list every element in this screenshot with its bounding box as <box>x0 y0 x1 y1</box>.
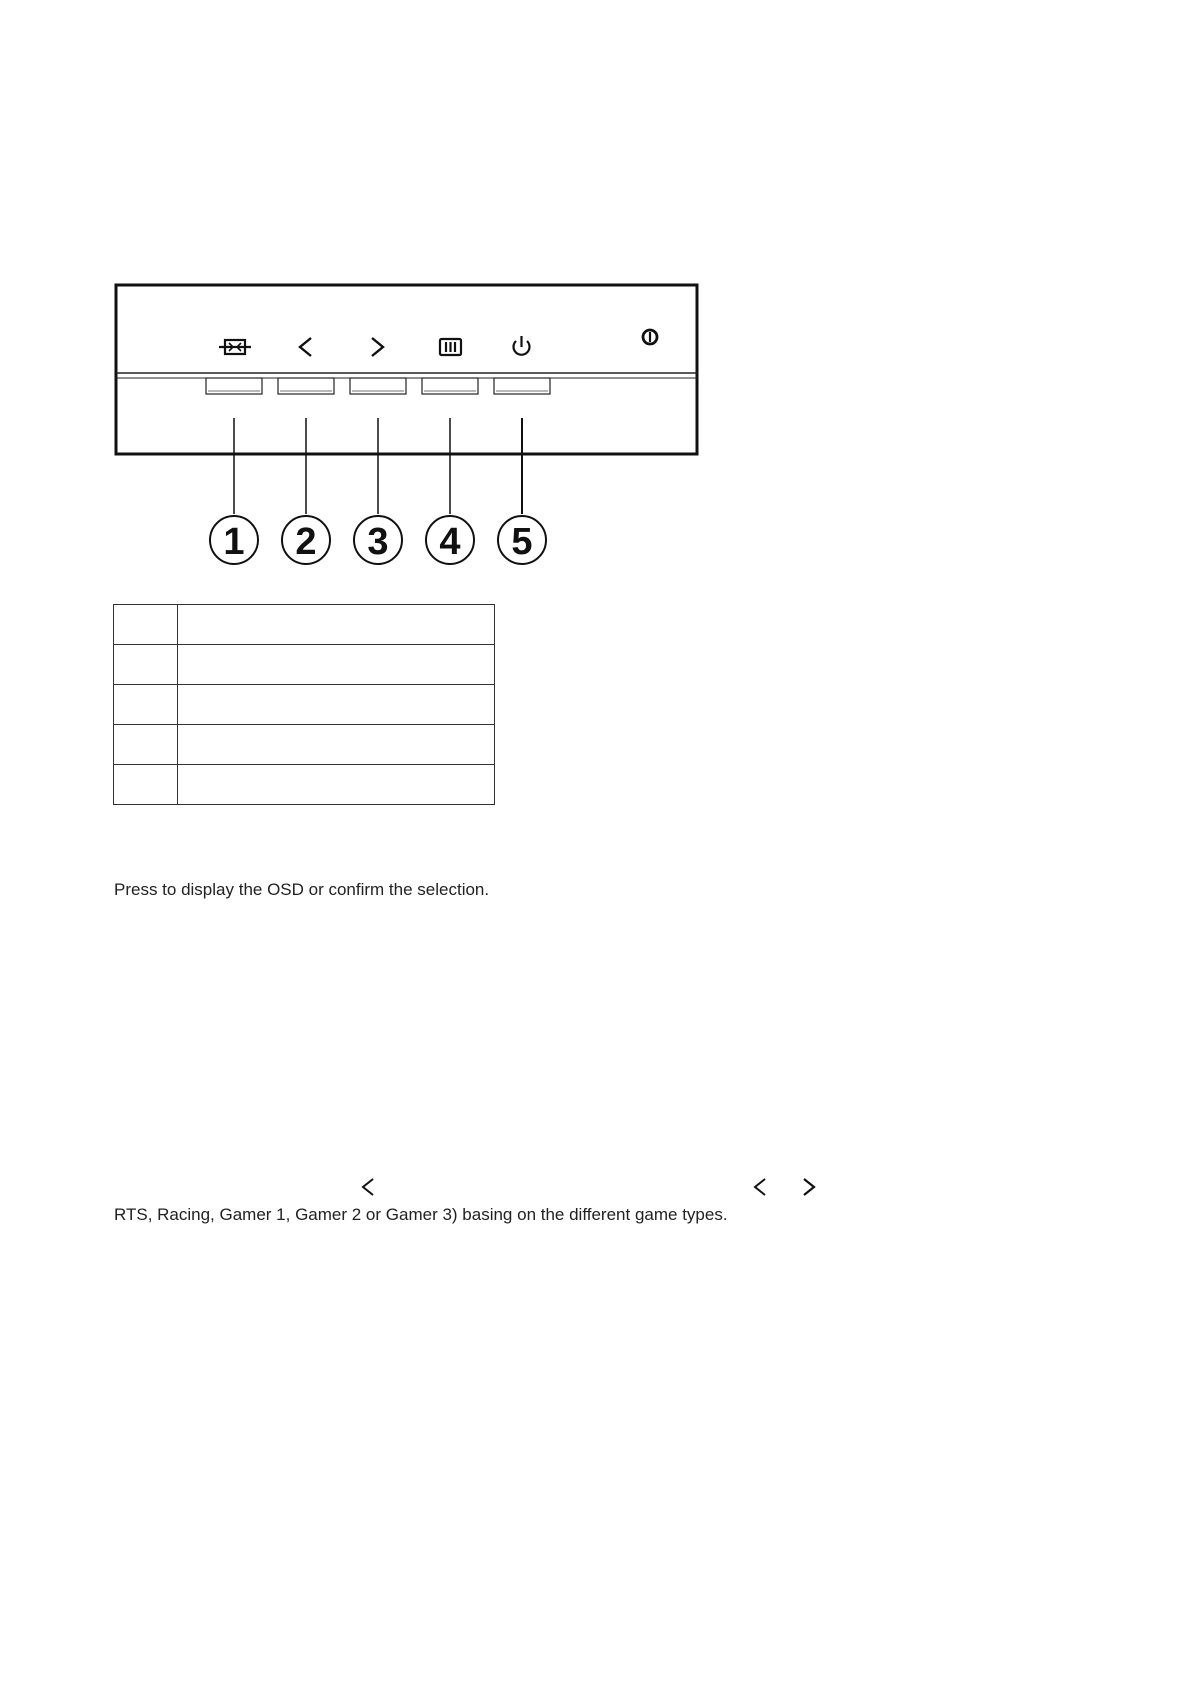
table-row <box>114 645 495 685</box>
table-cell-label <box>178 685 495 725</box>
button-5[interactable] <box>494 378 550 394</box>
table-cell-number <box>114 765 178 805</box>
table-cell-label <box>178 605 495 645</box>
monitor-bezel <box>116 285 697 454</box>
table-cell-label <box>178 725 495 765</box>
monitor-front-panel-diagram <box>0 0 1191 580</box>
table-cell-number <box>114 725 178 765</box>
callout-number: 1 <box>223 521 245 563</box>
source-exit-icon <box>219 340 251 354</box>
callout-number: 5 <box>511 521 533 563</box>
button-2[interactable] <box>278 378 334 394</box>
chevron-left-icon <box>751 1175 769 1199</box>
table-cell-label <box>178 765 495 805</box>
callout-2 <box>282 516 330 564</box>
game-mode-description-text: RTS, Racing, Gamer 1, Gamer 2 or Gamer 3) basing on the different game types. <box>114 1205 728 1224</box>
chevron-left-icon <box>300 338 311 356</box>
callout-number: 4 <box>439 521 461 563</box>
callout-5 <box>498 516 546 564</box>
chevron-right-icon <box>800 1175 818 1199</box>
chevron-left-icon <box>359 1175 377 1199</box>
callout-3 <box>354 516 402 564</box>
table-cell-number <box>114 605 178 645</box>
power-icon <box>514 336 530 355</box>
chevron-right-icon <box>372 338 383 356</box>
table-row <box>114 765 495 805</box>
table-row <box>114 605 495 645</box>
button-4[interactable] <box>422 378 478 394</box>
callout-number: 3 <box>367 521 389 563</box>
table-cell-number <box>114 645 178 685</box>
menu-icon <box>440 339 461 355</box>
callout-4 <box>426 516 474 564</box>
table-row <box>114 725 495 765</box>
table-row <box>114 685 495 725</box>
table-cell-label <box>178 645 495 685</box>
callout-1 <box>210 516 258 564</box>
table-cell-number <box>114 685 178 725</box>
button-1[interactable] <box>206 378 262 394</box>
button-3[interactable] <box>350 378 406 394</box>
button-reference-table <box>113 604 495 805</box>
callout-number: 2 <box>295 521 317 563</box>
power-indicator-icon <box>643 330 657 344</box>
menu-description-text: Press to display the OSD or confirm the selection. <box>114 880 490 899</box>
